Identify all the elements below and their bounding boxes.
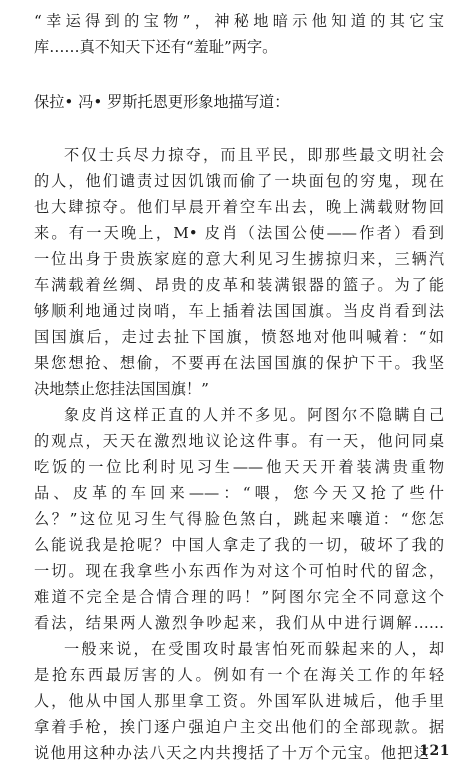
text-line: 是抢东西最厉害的人。例如有一个在海关工作的年轻 [34, 666, 444, 684]
text-line: 吃饭的一位比利时见习生——他天天开着装满贵重物 [34, 458, 444, 476]
text-line: 人，他从中国人那里拿工资。外国军队进城后，他手里 [34, 692, 444, 710]
text-line: 来。有一天晚上，M• 皮肖（法国公使——作者）看到 [34, 224, 444, 242]
text-line: 看法，结果两人激烈争吵起来，我们从中进行调解…… [34, 614, 444, 632]
text-line: 保拉• 冯• 罗斯托恩更形象地描写道： [34, 93, 290, 111]
text-line: 一切。现在我拿些小东西作为对这个可怕时代的留念， [34, 562, 444, 580]
text-line: 品、皮革的车回来——：“喂，您今天又抢了些什 [34, 484, 444, 502]
text-line: 拿着手枪，挨门逐户强迫户主交出他们的全部现款。据 [34, 718, 444, 736]
text-line: 象皮肖这样正直的人并不多见。阿图尔不隐瞒自己 [64, 406, 444, 424]
text-line: 决地禁止您挂法国国旗！” [34, 380, 209, 398]
text-line: 国国旗后，走过去扯下国旗，愤怒地对他叫喊着：“如 [34, 328, 444, 346]
text-line: 难道不完全是合情合理的吗！”阿图尔完全不同意这个 [34, 588, 444, 606]
text-line: “幸运得到的宝物”，神秘地暗示他知道的其它宝 [34, 12, 444, 30]
text-line: 的人，他们谴责过因饥饿而偷了一块面包的穷鬼，现在 [34, 172, 444, 190]
text-line: 库……真不知天下还有“羞耻”两字。 [34, 38, 278, 56]
page-number: 121 [419, 743, 450, 759]
text-line: 一位出身于贵族家庭的意大利见习生掳掠归来，三辆汽 [34, 250, 444, 268]
text-line: 么？”这位见习生气得脸色煞白，跳起来嚷道：“您怎 [34, 510, 444, 528]
text-line: 车满载着丝绸、昂贵的皮革和装满银器的篮子。为了能 [34, 276, 444, 294]
text-line: 够顺利地通过岗哨，车上插着法国国旗。当皮肖看到法 [34, 302, 444, 320]
text-line: 一般来说，在受围攻时最害怕死而躲起来的人，却 [64, 640, 444, 658]
text-line: 的观点，天天在激烈地议论这件事。有一天，他问同桌 [34, 432, 444, 450]
text-line: 不仅士兵尽力掠夺，而且平民，即那些最文明社会 [64, 146, 444, 164]
text-line: 么能说我是抢呢？中国人拿走了我的一切，破坏了我的 [34, 536, 444, 554]
text-line: 说他用这种办法八天之内共搜括了十万个元宝。他把这 [34, 744, 429, 762]
text-line: 也大肆掠夺。他们早晨开着空车出去，晚上满载财物回 [34, 198, 444, 216]
text-line: 果您想抢、想偷，不要再在法国国旗的保护下干。我坚 [34, 354, 444, 372]
